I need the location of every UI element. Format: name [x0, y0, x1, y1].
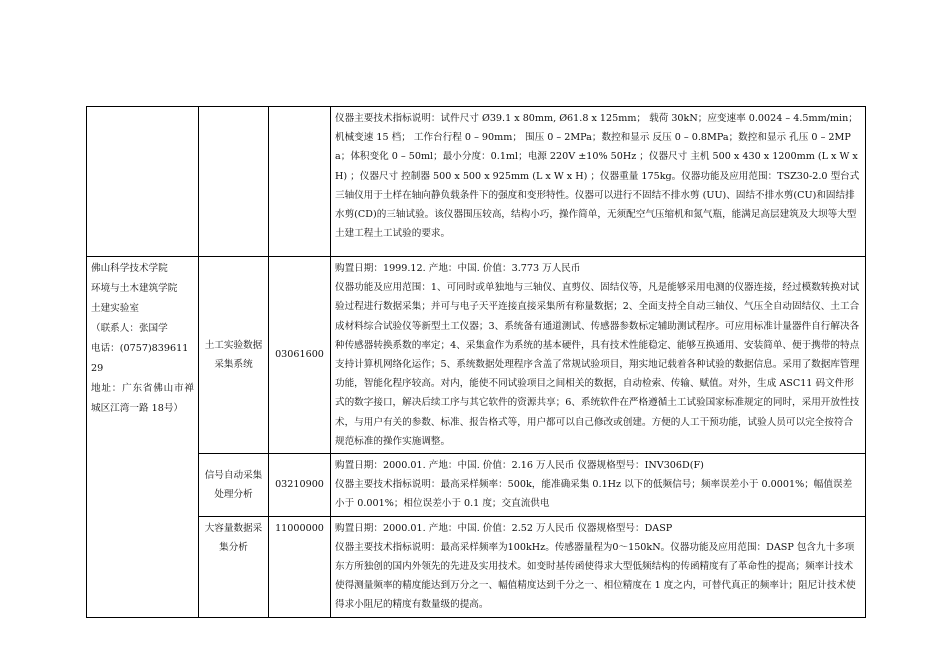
institution-contact: （联系人：张国学	[91, 323, 168, 334]
instrument-code-cell-prev	[269, 107, 331, 257]
table-row	[87, 454, 866, 517]
institution-address: 地址：广东省佛山市禅城区江湾一路 18号）	[91, 383, 194, 414]
institution-phone: 电话：(0757)83961129	[91, 343, 189, 374]
instrument-description: 购置日期：2000.01. 产地：中国. 价值：2.16 万人民币 仪器规格型号：INV306D(F) 仪器主要技术指标说明：最高采样频率：500k，能准确采集 0.1Hz 以下的低频信号；频率误差小于 0.0001%；幅值误差小于 0.001%；相位误差小于 0.1 度；交直流供电	[331, 454, 866, 517]
table-row	[87, 516, 866, 617]
equipment-table	[86, 106, 866, 618]
instrument-name-cell-prev	[199, 107, 269, 257]
institution-cell-prev	[87, 107, 199, 257]
institution-name-line1: 佛山科学技术学院	[91, 263, 168, 274]
instrument-description-prev: 仪器主要技术指标说明：试件尺寸 Ø39.1 x 80mm, Ø61.8 x 125mm； 载荷 30kN；应变速率 0.0024 – 4.5mm/min；机械变速 15 档； 工作台行程 0 – 90mm； 围压 0 – 2MPa；数控和显示 反压 0 – 0.8MPa；数控和显示 孔压 0 – 2MPa；体积变化 0 – 50ml；最小分度：0.1ml；电源 220V ±10% 50Hz ；仪器尺寸 主机 500 x 430 x 1200mm (L x W x H) ；仪器尺寸 控制器 500 x 500 x 925mm (L x W x H) ；仪器重量 175kg。仪器功能及应用范围：TSZ30-2.0 型台式三轴仪用于土样在轴向静负载条件下的强度和变形特性。仪器可以进行不固结不排水剪 (UU)、固结不排水剪(CU)和固结排水剪(CD)的三轴试验。该仪器围压较高，结构小巧，操作简单，无须配空气压缩机和氮气瓶，能满足高层建筑及大坝等大型土建工程土工试验的要求。	[331, 107, 866, 257]
instrument-name-cell: 大容量数据采集分析	[199, 516, 269, 617]
table-row	[87, 257, 866, 454]
instrument-name-cell: 信号自动采集处理分析	[199, 454, 269, 517]
instrument-description: 购置日期：2000.01. 产地：中国. 价值：2.52 万人民币 仪器规格型号：DASP 仪器主要技术指标说明：最高采样频率为100kHz。传感器量程为0～150kN。仪器功能及应用范围：DASP 包含九十多项东方所独创的国内外领先的先进及实用技术。如变时基传函使得求大型低频结构的传函精度有了革命性的提高；频率计技术使得测量频率的精度能达到万分之一、幅值精度达到千分之一、相位精度在 1 度之内，可替代真正的频率计；阻尼计技术使得求小阻尼的精度有数量级的提高。	[331, 516, 866, 617]
instrument-code-cell: 03210900	[269, 454, 331, 517]
table-row	[87, 107, 866, 257]
institution-name-line3: 土建实验室	[91, 303, 139, 314]
institution-name-line2: 环境与土木建筑学院	[91, 283, 178, 294]
instrument-description: 购置日期：1999.12. 产地：中国. 价值：3.773 万人民币 仪器功能及应用范围：1、可同时或单独地与三轴仪、直剪仪、固结仪等，凡是能够采用电测的仪器连接，经过模数转换对试验过程进行数据采集；并可与电子天平连接直接采集所有称量数据；2、全面支持全自动三轴仪、气压全自动固结仪、土工合成材料综合试验仪等新型土工仪器；3、系统备有通道测试、传感器参数标定辅助测试程序。可应用标准计量器件自行解决各种传感器转换系数的率定；4、采集盒作为系统的基本硬件，具有技术性能稳定、能够互换通用、安装简单、便于携带的特点支持计算机网络化运作；5、系统数据处理程序含盖了常规试验项目，翔实地记载着各种试验的数据信息。采用了数据库管理功能，智能化程序较高。对内，能使不同试验项目之间相关的数据，自动检索、传输、赋值。对外，生成 ASC11 码文件形式的数字接口，解决后续工序与其它软件的资源共享；6、系统软件在严格遵循土工试验国家标准规定的同时，采用开放性技术，与用户有关的参数、标准、报告格式等，用户都可以自己修改或创建。方便的人工干预功能，试验人员可以完全按符合规范标准的操作实施调整。	[331, 257, 866, 454]
instrument-code-cell: 03061600	[269, 257, 331, 454]
instrument-code-cell: 11000000	[269, 516, 331, 617]
institution-cell	[87, 257, 199, 618]
instrument-name-cell: 土工实验数据采集系统	[199, 257, 269, 454]
